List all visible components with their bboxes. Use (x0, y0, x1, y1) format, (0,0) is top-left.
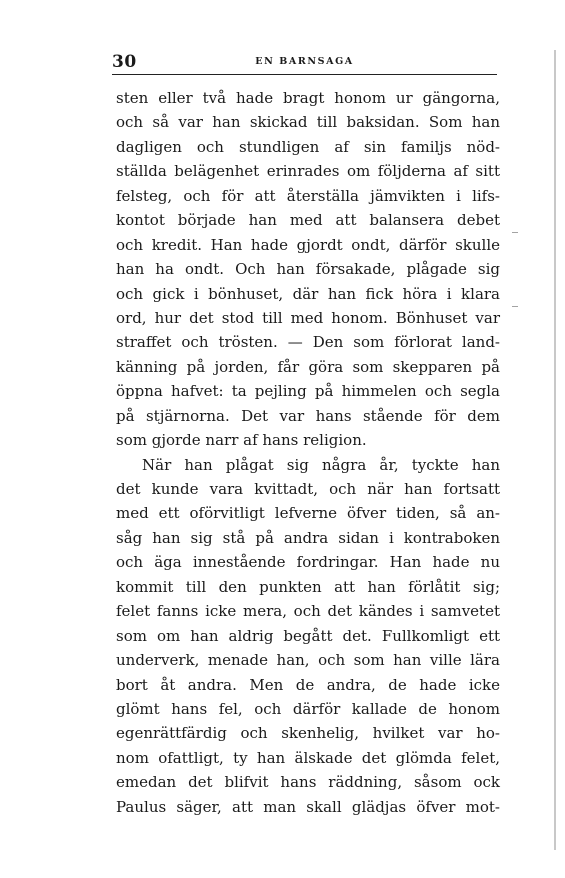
scan-speck (512, 306, 518, 307)
paragraph-end-line: som gjorde narr af hans religion. (116, 431, 367, 450)
body-text (116, 86, 500, 819)
page-header (112, 52, 497, 75)
text-line: kontot började han med att balansera debet (116, 211, 500, 230)
text-line: som om han aldrig begått det. Fullkomligt ett (116, 626, 500, 645)
text-line: underverk, menade han, och som han ville lära (116, 651, 500, 670)
text-line: bort åt andra. Men de andra, de hade icke (116, 675, 500, 694)
text-line: dagligen och stundligen af sin familjs nöd- (116, 137, 500, 156)
text-line: egenrättfärdig och skenhelig, hvilket var ho- (116, 724, 500, 743)
text-line: felet fanns icke mera, och det kändes i samvetet (116, 602, 500, 621)
text-line: glömt hans fel, och därför kallade de honom (116, 699, 500, 718)
text-line: han ha ondt. Och han försakade, plågade sig (116, 260, 500, 279)
text-line: det kunde vara kvittadt, och när han fortsatt (116, 480, 500, 498)
text-line: och så var han skickad till baksidan. Som han (116, 113, 500, 132)
text-line: känning på jorden, får göra som skepparen på (116, 357, 500, 376)
text-line: Paulus säger, att man skall glädjas öfver mot- (116, 797, 500, 816)
paragraph-start-line: När han plågat sig några år, tyckte han (142, 455, 500, 474)
text-line: emedan det blifvit hans räddning, såsom ock (116, 773, 500, 792)
text-line: nom ofattligt, ty han älskade det glömda felet, (116, 748, 500, 767)
text-line: och äga innestående fordringar. Han hade nu (116, 553, 500, 572)
text-line: ställda belägenhet erinrades om följderna af sitt (116, 162, 500, 181)
text-line: och gick i bönhuset, där han fick höra i klara (116, 284, 500, 303)
text-line: straffet och trösten. — Den som förlorat land- (116, 333, 500, 352)
page-number: 30 (112, 52, 137, 72)
text-line: på stjärnorna. Det var hans stående för dem (116, 406, 500, 425)
page-edge-shadow (554, 50, 556, 850)
text-line: såg han sig stå på andra sidan i kontraboken (116, 528, 500, 547)
scan-speck (512, 232, 518, 233)
text-line: öppna hafvet: ta pejling på himmelen och segla (116, 382, 500, 401)
text-line: med ett oförvitligt lefverne öfver tiden, så an- (116, 504, 500, 523)
text-line: och kredit. Han hade gjordt ondt, därför skulle (116, 235, 500, 254)
text-line: kommit till den punkten att han förlåtit sig; (116, 577, 500, 596)
text-line: ord, hur det stod till med honom. Bönhuset var (116, 308, 500, 327)
text-line: sten eller två hade bragt honom ur gängorna, (116, 89, 500, 107)
running-head: EN BARNSAGA (255, 56, 354, 67)
text-line: felsteg, och för att återställa jämvikten i lifs- (116, 186, 500, 205)
